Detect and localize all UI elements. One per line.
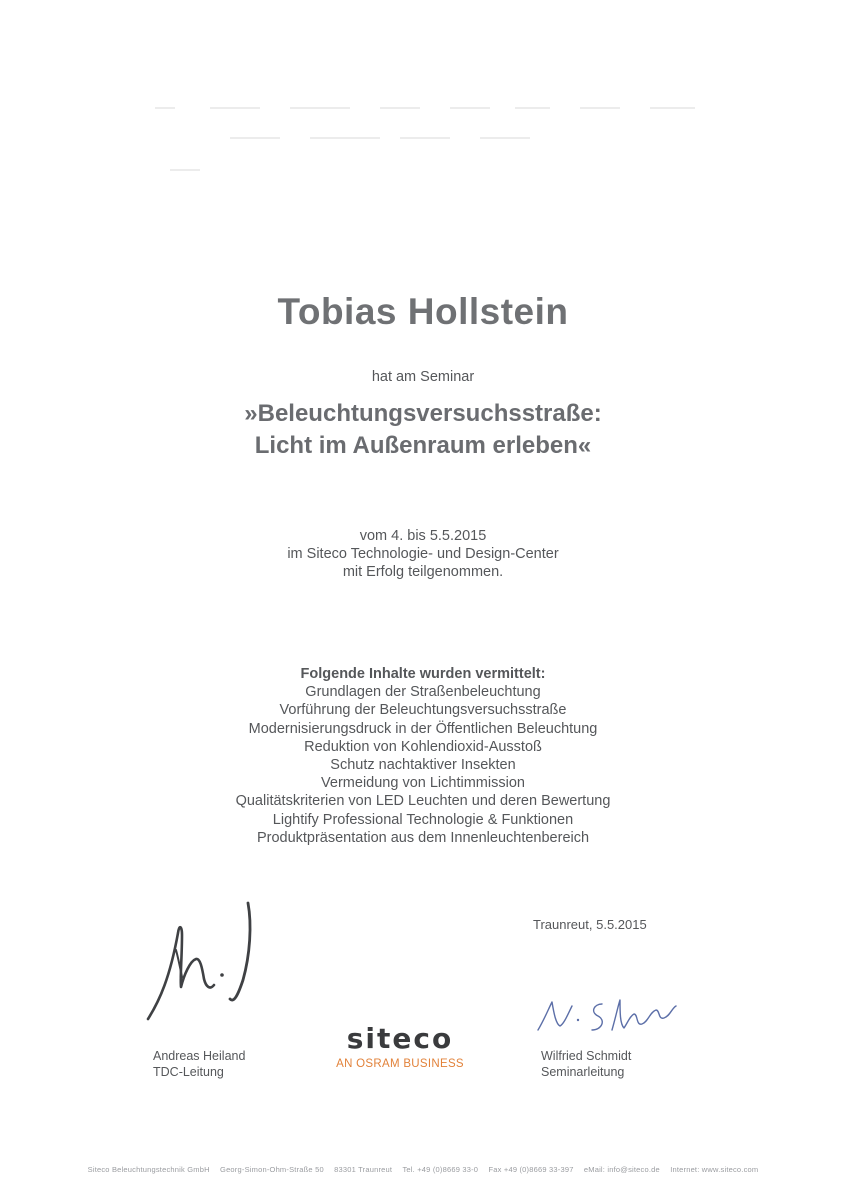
list-item: Schutz nachtaktiver Insekten [330,757,516,774]
list-item: Qualitätskriterien von LED Leuchten und deren Bewertung [235,793,611,810]
contents-list [0,665,846,847]
footer-address [0,1165,846,1174]
signer-right-name: Wilfried Schmidt [541,1049,632,1063]
signer-left-name: Andreas Heiland [153,1049,246,1063]
logo-tagline: AN OSRAM BUSINESS [336,1058,464,1070]
signer-right-role: Seminarleitung [541,1065,625,1079]
completion-text: mit Erfolg teilgenommen. [342,564,504,580]
signer-left-role: TDC-Leitung [153,1065,224,1079]
list-item: Modernisierungsdruck in der Öffentlichen Beleuchtung [248,720,598,737]
footer-fax: Fax +49 (0)8669 33-397 [488,1165,574,1174]
signature-right [530,990,680,1035]
seminar-title-line-1: »Beleuchtungsversuchsstraße: [244,400,602,427]
list-item: Reduktion von Kohlendioxid-Ausstoß [304,738,542,755]
footer-email: eMail: info@siteco.de [583,1165,660,1174]
siteco-logo [300,1022,500,1070]
signer-left [153,1048,245,1080]
signer-right [541,1048,631,1080]
recipient-name: Tobias Hollstein [277,291,569,332]
contents-heading: Folgende Inhalte wurden vermittelt: [300,666,546,682]
signature-left [140,895,270,1030]
faint-scan-lines [150,100,710,190]
list-item: Grundlagen der Straßenbeleuchtung [305,684,541,701]
seminar-title [0,398,846,462]
logo-wordmark: siteco [346,1022,454,1055]
footer-city: 83301 Traunreut [334,1165,393,1174]
footer-street: Georg-Simon-Ohm-Straße 50 [220,1165,324,1174]
seminar-title-line-2: Licht im Außenraum erleben« [254,432,592,459]
location: im Siteco Technologie- und Design-Center [287,546,559,562]
footer-internet: Internet: www.siteco.com [670,1165,759,1174]
seminar-details [0,527,846,581]
footer-company: Siteco Beleuchtungstechnik GmbH [87,1165,210,1174]
list-item: Vermeidung von Lichtimmission [321,775,525,792]
intro-text: hat am Seminar [371,369,475,385]
place-date: Traunreut, 5.5.2015 [533,917,647,932]
list-item: Lightify Professional Technologie & Funktionen [272,811,574,828]
footer-tel: Tel. +49 (0)8669 33-0 [402,1165,479,1174]
list-item: Vorführung der Beleuchtungsversuchsstraße [279,702,567,719]
list-item: Produktpräsentation aus dem Innenleuchtenbereich [256,829,590,846]
date-range: vom 4. bis 5.5.2015 [359,528,487,544]
